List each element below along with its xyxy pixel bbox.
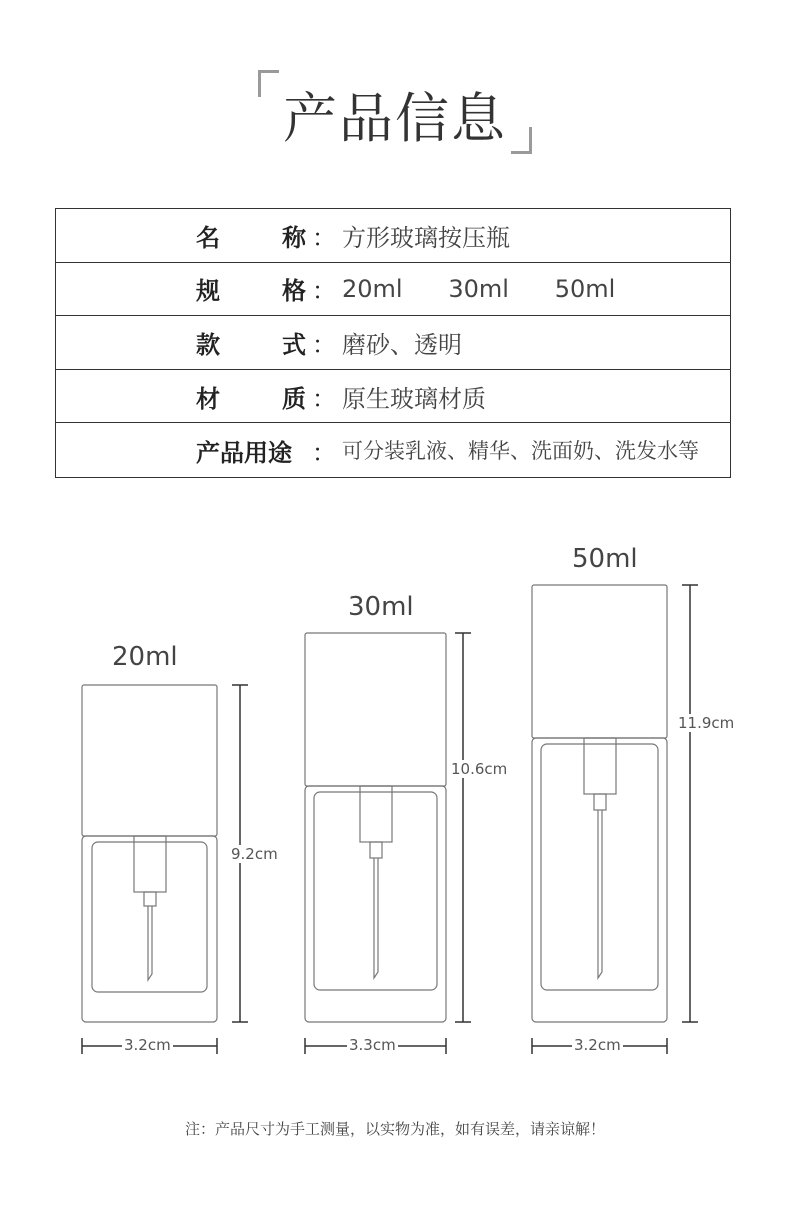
spec-row-style — [56, 316, 730, 370]
spec-colon: ： — [312, 330, 336, 359]
spec-value: 20ml 30ml 50ml — [342, 274, 616, 303]
spec-label: 产品用途 — [196, 438, 292, 467]
spec-value: 可分装乳液、精华、洗面奶、洗发水等 — [342, 439, 699, 464]
spec-label — [56, 325, 316, 360]
spec-row-material — [56, 370, 730, 424]
width-label-30ml: 3.3cm — [349, 1036, 396, 1054]
spec-value: 原生玻璃材质 — [342, 384, 486, 413]
spec-label-char: 称 — [282, 223, 306, 252]
height-label-30ml: 10.6cm — [451, 760, 508, 778]
spec-label — [56, 271, 316, 306]
spec-label-char: 质 — [282, 384, 306, 413]
spec-row-name — [56, 209, 730, 263]
spec-label-char: 名 — [196, 223, 220, 252]
width-label-20ml: 3.2cm — [124, 1036, 171, 1054]
spec-label — [56, 379, 316, 414]
spec-colon: ： — [312, 438, 336, 467]
bottle-30ml-illustration — [305, 633, 446, 1022]
height-label-20ml: 9.2cm — [231, 845, 278, 863]
spec-label-char: 款 — [196, 330, 220, 359]
spec-table — [55, 208, 731, 478]
bottle-50ml-illustration — [532, 585, 667, 1022]
bottle-diagram — [0, 530, 790, 1070]
spec-label-char: 规 — [196, 277, 220, 306]
spec-colon: ： — [312, 277, 336, 306]
width-label-50ml: 3.2cm — [574, 1036, 621, 1054]
spec-row-usage — [56, 423, 730, 477]
volume-label-30ml: 30ml — [348, 592, 414, 622]
volume-label-20ml: 20ml — [112, 642, 178, 672]
spec-label — [56, 218, 316, 253]
spec-colon: ： — [312, 223, 336, 252]
height-label-50ml: 11.9cm — [678, 714, 735, 732]
spec-label-char: 式 — [282, 330, 306, 359]
bottle-20ml-illustration — [82, 685, 217, 1022]
corner-bracket-bottom-right — [511, 127, 532, 154]
spec-row-size — [56, 263, 730, 317]
spec-value: 方形玻璃按压瓶 — [342, 223, 510, 252]
title-block — [250, 62, 540, 162]
spec-colon: ： — [312, 384, 336, 413]
footnote: 注：产品尺寸为手工测量，以实物为准，如有误差，请亲谅解！ — [184, 1120, 605, 1138]
height-dimension-30ml — [455, 633, 471, 1022]
spec-value: 磨砂、透明 — [342, 330, 462, 359]
volume-label-50ml: 50ml — [572, 544, 638, 574]
page-title: 产品信息 — [283, 87, 507, 150]
height-dimension-50ml — [682, 585, 698, 1022]
spec-label-char: 格 — [282, 277, 306, 306]
spec-label-char: 材 — [196, 384, 220, 413]
